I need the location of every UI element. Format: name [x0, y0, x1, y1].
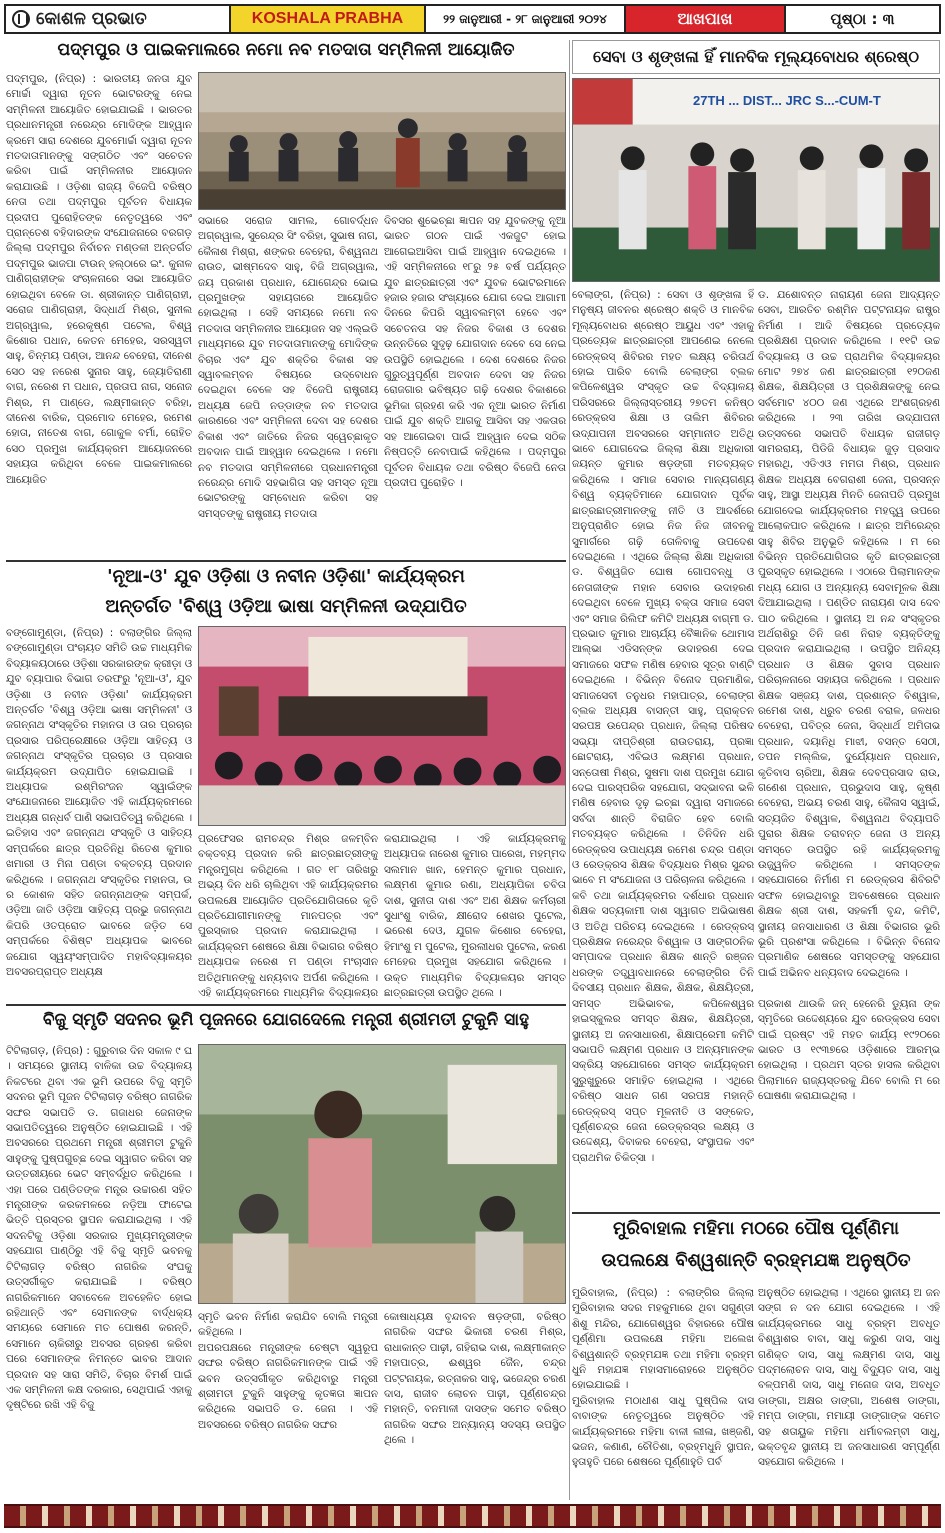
brand-name: KOSHALA PRABHA: [231, 6, 426, 32]
article2-headline: ସେବା ଓ ଶୃଙ୍ଖଳା ହିଁ ମାନବିକ ମୂଲ୍ୟବୋଧର ଶ୍ରେଷ୍ଠ: [572, 40, 940, 74]
article2-column1: ବେଲାଙ୍ଗ, (ନିପ୍ର) : ସେବା ଓ ଶୃଙ୍ଖଳା ହିଁ ମନୁଷ୍ୟ ଜୀବନର ଶ୍ରେଷ୍ଠ ଶକ୍ତି ଓ ମାନବିକ ମୂଲ୍ୟବୋଧର ଶ୍ରେଷ୍ଠ ଆୟୁଧ ଏବଂ ଏହାକୁ ପ୍ରତ୍ୟେକ ଛାତ୍ରଛାତ୍ରୀ ଆପଣେଇ ନେଲେ ରେଡ୍‌କ୍ରସ୍ ଶିବିରର ମହତ ଲକ୍ଷ୍ୟ ଚରିତାର୍ଥ ହୋଇ ପାରିବ ବୋଲି ବେଲାଙ୍ଗ ବ୍ଲକ କପିଳେଶ୍ୱର ସଂସ୍କୃତ ଉଚ୍ଚ ବିଦ୍ୟାଳୟ ପରିସରରେ ଜିଲ୍ଲାସ୍ତରୀୟ ୨୭ତମ କନିଷ୍ଠ ରେଡ୍‌କ୍ରସ ଶିକ୍ଷା ଓ ତାଲିମ ଶିବିରର ଉଦ୍‌ଯାପନୀ ଅବସରରେ ସମ୍ମାନୀତ ଅତିଥି ଭାବେ ଯୋଗଦେଇ ଜିଲ୍ଲା ଶିକ୍ଷା ଅଧିକାରୀ ଜୟନ୍ତ କୁମାର ଷଡ଼ଙ୍ଗୀ ମତବ୍ୟକ୍ତ କରିଥିଲେ । ସମାଜ ସେବାର ମାନ୍ୟଗଣ୍ୟ ବିଶ୍ୱ ବ୍ୟକ୍ତିମାନେ ଯୋଗଦାନ ପୂର୍ବକ ଛାତ୍ରଛାତ୍ରୀମାନଙ୍କୁ ନୀତି ଓ ଆଦର୍ଶରେ ଅନୁପ୍ରାଣିତ ହୋଇ ନିଜ ନିଜ ଜୀବନକୁ ସୁମାର୍ଗରେ ଗଢ଼ି ତୋଳିବାକୁ ଉପଦେଶ ଦେଇଥିଲେ । ଏଥିରେ ଜିଲ୍ଲା ଶିକ୍ଷା ଅଧିକାରୀ ଡ. ବିଶ୍ୱଜିତ ଘୋଷ ଗୋପବନ୍ଧୁ ଓ ନେତାଜୀଙ୍କ ମହାନ ସେବାର ଉଦାହରଣ ଦେଇଥିବା ବେଳେ ମୁଖ୍ୟ ବକ୍ତା ସମାଜ ସେବୀ ଏବଂ ସମାଜ ରିଲିଫ କମିଟି ଅଧ୍ୟକ୍ଷ ବାଗ୍ମୀ ଡ. ପ୍ରଭାତ କୁମାର ଆଚାର୍ଯ୍ୟ ବୈଜ୍ଞାନିକ ଥୋମାସ ଆଲ୍‌ଭା ଏଡିସନ୍‌ଙ୍କ ଉଦାହରଣ ଦେଇ ସମାଜରେ ସଫଳ ମଣିଷ ହେବାର ସୂତ୍ର ବାଣ୍ଟି ଦେଇଥିଲେ । ବିଭିନ୍ନ ବିନୋଦ ପ୍ରମାଣିକ, ସମାଜସେବୀ ତନୁଧର ମହାପାତ୍ର, ବେଲାଙ୍ଗ ବ୍ଲକ ଅଧ୍ୟକ୍ଷ ବାସନ୍ତୀ ସାହୁ, ପ୍ରାକ୍ତନ ସରପଞ୍ଚ ଉପେନ୍ଦ୍ର ପ୍ରଧାନ, ଜିଲ୍ଲା ପରିଷଦ ସଭ୍ୟା ଦୀପ୍ତିଶ୍ରୀ ରାଉତରାୟ, ପ୍ରଜ୍ଞା ଛୋଟରାୟ, ଏବିଇଓ ଲକ୍ଷ୍ମଣ ପ୍ରଧାନ, ସନ୍ତୋଷୀ ମିଶ୍ର, ସୁଷମା ଦାଶ ପ୍ରମୁଖ ଯୋଗ ଦେଇ ପାରସ୍ପରିକ ସହଯୋଗ, ସଦ୍‌ଭାବନା ଭଳି ମଣିଷ ହେବାର ଦୃଢ଼ ଇଚ୍ଛା ଦ୍ୱାରା ସମାଜରେ ସର୍ବଦା ଶାନ୍ତି ବିରାଜିତ ହେବ ବୋଲି ମତବ୍ୟକ୍ତ କରିଥିଲେ । ତିନିଦିନ ଧରି ରେଡ୍‌କ୍ରସ ଉପାଧ୍ୟକ୍ଷ ରମେଶ ଚନ୍ଦ୍ର ପଣ୍ଡା ଓ ରେଡ୍‌କ୍ରସ ଶିକ୍ଷକ ବିଦ୍ୟାଧର ମିଶ୍ର ସୁନ୍ଦର ଭାବେ ମ ସଂଯୋଜନା ଓ ପରିଚାଳନା କରିଥିଲେ । କବି ତଥା କାର୍ଯ୍ୟକ୍ରମର ଦର୍ଶଧାର ପ୍ରଧାନ ଶିକ୍ଷକ ସତ୍ୟକାମୀ ଦାଶ ସ୍ୱାଗତ ଅଭିଭାଷଣ ଓ ଅତିଥି ପରିଚୟ ଦେଇଥିଲେ । ରେଡ୍‌କ୍ରସ୍ ପ୍ରଶିକ୍ଷକ ନରେନ୍ଦ୍ର ବିଶ୍ୱାଳ ଓ ସାଙ୍ଗଠନିକ ସମ୍ପାଦକ ପ୍ରଧାନ ଶିକ୍ଷକ ଶାନ୍ତି ରଞ୍ଜନ ଧରଙ୍କ ତତ୍ତ୍ୱାବଧାନରେ ବେଲାଙ୍ଗିର ତିନି ଦିବସୀୟ ପ୍ରଧାନ ଶିକ୍ଷକ, ଶିକ୍ଷକ, ଶିକ୍ଷୟିତ୍ରୀ, ସମସ୍ତ ଅଭିଭାବକ, କପିଳେଶ୍ୱର ହାଇସ୍କୁଲର ସମସ୍ତ ଶିକ୍ଷକ, ଶିକ୍ଷୟିତ୍ରୀ, ସ୍ଥାନୀୟ ଅ ଜନସାଧାରଣ, ଶିକ୍ଷାପ୍ରେମୀ କମିଟି ସଭାପତି ଲକ୍ଷ୍ମଣ ପ୍ରଧାନ ଓ ଅନ୍ୟମାନଙ୍କ ସକ୍ରିୟ ସହଯୋଗରେ ସମସ୍ତ କାର୍ଯ୍ୟକ୍ରମ ସୁରୁଖୁରୁରେ ସମାହିତ ହୋଇଥିଲା । ଏଥିରେ ବରିଷ୍ଠ ସାଧନ ଗଣ ସରପଞ୍ଚ ମହାନ୍ତି ରେଡ୍‌କ୍ରସ୍ ସପ୍ତ ମୂଳନୀତି ଓ ସଙ୍କେତ, ପୂର୍ଣ୍ଣଚନ୍ଦ୍ର ଜେନା ରେଡ୍‌କ୍ରସ୍‌ର ଲକ୍ଷ୍ୟ ଓ ଉଦ୍ଦେଶ୍ୟ, ଦିବାକର ବେହେରା, ସଂସ୍ଥାପକ ଏବଂ ପ୍ରାଥମିକ ଚିକିତ୍ସା ।: [572, 289, 754, 1164]
article4-photo: [198, 1044, 566, 1304]
column-separator: [569, 40, 570, 1500]
article1-photo: [198, 72, 566, 210]
article3-headline-line1: 'ନୂଆ-ଓ' ଯୁବ ଓଡ଼ିଶା ଓ ନବୀନ ଓଡ଼ିଶା' କାର୍ଯ୍ୟକ୍ରମ: [107, 566, 465, 587]
article5-headline-line2: ଉପଲକ୍ଷେ ବିଶ୍ୱଶାନ୍ତି ବ୍ରହ୍ମଯଜ୍ଞ ଅନୁଷ୍ଠିତ: [601, 1250, 911, 1271]
divider: [572, 1212, 940, 1214]
article1-column3: ଦିବସର ଶୁଭେଚ୍ଛା ଜ୍ଞାପନ ସହ ଯୁବକଙ୍କୁ ନୂଆ ଭାରତ ଗଠନ ପାଇଁ ଏକଜୁଟ ହୋଇ ଆଗେଇଆସିବା ପାଇଁ ଆହ୍ୱାନ ଦେଇଥିଲେ । ଏହି ସମ୍ମିଳନୀରେ ୧୮ରୁ ୨୫ ବର୍ଷ ପର୍ଯ୍ୟନ୍ତ ଯୁବ ଛାତ୍ରଛାତ୍ରୀ ଏବଂ ଯୁବକ ଭୋଟରମାନେ ହଜାର ହଜାର ସଂଖ୍ୟାରେ ଯୋଗ ଦେଇ ଆଗାମୀ ଦିନରେ କିପରି ସ୍ୱାବଲମ୍ବୀ ହେବେ ଏବଂ ସଚେତନତା ସହ ନିଜର ବିକାଶ ଓ ଦେଶର ଉନ୍ନତିରେ ସୁଦୃଢ଼ ଯୋଗଦାନ ଦେବେ ସେ ନେଇ ଉପସ୍ଥିତି ହୋଇଥିଲେ । ଦେଶ ଦେଶରେ ନିଜର ଗୁରୁତ୍ୱପୂର୍ଣ୍ଣ ଅବଦାନ ଦେବା ସହ ନିଜର ରୋଜଗାର ଭବିଷ୍ୟତ ଗଢ଼ି ଦେଶର ବିକାଶରେ ଭୂମିକା ଗ୍ରହଣ କରି ଏକ ନୂଆ ଭାରତ ନିର୍ମାଣ ପାଇଁ ଯୁବ ଶକ୍ତି ଆଗକୁ ଆସିବା ସହ ଏକତାର ସହ ଆଗେଇବା ପାଇଁ ଆହ୍ୱାନ ଦେଇ ସଠିକ ନିଷ୍ପତ୍ତି ନେବାପାଇଁ କହିଥିଲେ । ପଦ୍ମପୁର ପୂର୍ବତନ ବିଧାୟକ ତଥା ବରିଷ୍ଠ ବିଜେପି ନେତା ପ୍ରଦୀପ ପୁରୋହିତ ।: [384, 215, 566, 489]
article3-photo: [198, 626, 566, 826]
page-number: ପୃଷ୍ଠା : ୩: [830, 10, 895, 28]
article4-headline: ବିଜୁ ସ୍ମୃତି ସଦନର ଭୂମି ପୂଜନରେ ଯୋଗଦେଲେ ମନ୍ତ୍ରୀ ଶ୍ରୀମତୀ ଟୁକୁନି ସାହୁ: [42, 1010, 530, 1030]
article5-column2: ଅନୁଷ୍ଠିତ ହୋଇଥିଲା । ଏଥିରେ ସ୍ଥାନୀୟ ଅ ଜନ ସଙ୍ଗ ନ ଦନ ଯୋଗ ଦେଇଥିଲେ । ଏହି କାର୍ଯ୍ୟକ୍ରମରେ ସାଧୁ ବ୍ରହ୍ମ ଅବଧୂତ ବିଶ୍ୱାଶର ବାବା, ସାଧୁ କରୁଣ ଦାସ, ସାଧୁ ଗଣିକ୍ତ ଦାସ, ସାଧୁ ଲକ୍ଷ୍ମଣ ଦାସ, ସାଧୁ ପଦ୍ମଲୋଚନ ଦାସ, ସାଧୁ ବିଦ୍ୟୁତ ଦାସ, ସାଧୁ ବଳ୍ପମଣି ଦାସ, ସାଧୁ ମନୋଜ ଦାସ, ଅବଧୂତ ଡାଙ୍ଗା, ଅକ୍ଷର ଡାଙ୍ଗା, ଅଶେଷ ଡାଙ୍ଗା, ମମ୍ପ ଡାଙ୍ଗା, ମମାୟୀ ଡାଙ୍ଗାଙ୍କ ସମେତ ସହ ଶତାୟୁକ ମହିମା ଧର୍ମାବଲମ୍ବୀ ସାଧୁ, ଭକ୍ତବୃନ୍ଦ ସ୍ଥାନୀୟ ଅ ଜନସାଧାରଣ ସମ୍ପୂର୍ଣ୍ଣ ସହଯୋଗ କରିଥିଲେ ।: [758, 1287, 940, 1469]
article2-photo-banner: 27TH ... DIST... JRC S...-CUM-T: [693, 93, 881, 108]
footer-pattern-band: [4, 1504, 941, 1528]
article3-headline-line2: ଅନ୍ତର୍ଗତ 'ବିଶ୍ୱ ଓଡ଼ିଆ ଭାଷା ସମ୍ମିଳନୀ ଉଦ୍‌ଯାପିତ: [105, 596, 467, 617]
article3-column2: ପ୍ରଫେସର ରାମଚନ୍ଦ୍ର ମିଶ୍ର ଜଳମ୍ବିନ ବକ୍ତବ୍ୟ ପ୍ରଦାନ କରି ଛାତ୍ରଛାତ୍ରୀଙ୍କୁ ମନ୍ତ୍ରମୁଗ୍ଧ କରିଥିଲେ । ଗତ ୧୮ ତାରିଖରୁ ଅଭ୍ୟ ଦିନ ଧରି ଚାଲିଥିବା ଏହି କାର୍ଯ୍ୟକ୍ରମର ଉପଲକ୍ଷେ ଆୟୋଜିତ ପ୍ରତିଯୋଗିତାରେ କୃତି ପ୍ରତିଯୋଗୀମାନଙ୍କୁ ମାନପତ୍ର ଏବଂ ପୁରସ୍କାର ପ୍ରଦାନ କରାଯାଇଥିଲା । କାର୍ଯ୍ୟକ୍ରମ ଶେଷରେ ଶିକ୍ଷା ବିଭାଗର ବରିଷ୍ଠ ଅଧ୍ୟାପକ ନରେଶ ମ ପଣ୍ଡା ମଂଚାସୀନ ଅତିଥିମାନଙ୍କୁ ଧନ୍ୟବାଦ ଅର୍ପଣ କରିଥିଲେ । ଏହି କାର୍ଯ୍ୟକ୍ରମରେ ମାଧ୍ୟମିକ ବିଦ୍ୟାଳୟର: [198, 833, 378, 1000]
article5-column1: ମୁରିବାହାଲ, (ନିପ୍ର) : ବଲାଙ୍ଗିର ଜିଲ୍ଲା ମୁରିବାହାଲ ସଦର ମହକୁମାରେ ଥିବା ସଗୁଣ୍ଡୀ ଶିଶୁ ମନ୍ଦିର, ଯୋଗେଶ୍ୱର ବିହାରରେ ପୌଷ ପୂର୍ଣ୍ଣିମା ଉପଲକ୍ଷେ ମହିମା ଅଲେଖ ବିଶ୍ୱଶାନ୍ତି ବ୍ରହ୍ମଯଜ୍ଞ ତଥା ମହିମା ବ୍ରହ୍ମ ଧୁନି ମହାଯଜ୍ଞ ମହାସମାରୋହରେ ଅନୁଷ୍ଠିତ ହୋଇଯାଇଛି । ମୁରିବାହାଲ ମଠାଧୀଶ ସାଧୁ ପୁଷ୍ପିଲ ଦାସ ବାବାଙ୍କ ନେତୃତ୍ୱରେ ଅନୁଷ୍ଠିତ ଏହି କାର୍ଯ୍ୟକ୍ରମରେ ମହିମା ବାଳୀ ଲୀଳା, ଖଞ୍ଜଣି, ଭଜନ, କଣାଣ, ଚୌତିଶା, ବ୍ରହ୍ମଧୁନି ସ୍ଥାପନ, ହୁତାହୁତି ପରେ ଶେଷରେ ପୂର୍ଣ୍ଣାହୁତି ପର୍ବ: [572, 1287, 754, 1469]
logo-emblem-icon: [12, 10, 30, 28]
article4-column3: କୋଷାଧ୍ୟକ୍ଷ ବୃନ୍ଦାବନ ଷଡ଼ଙ୍ଗୀ, ବରିଷ୍ଠ ନାଗରିକ ସଙ୍ଘର ଭିକାରୀ ଚରଣ ମିଶ୍ର, ରାଧାକାନ୍ତ ପାଢ଼ୀ, ଗହିରାଭ ଦାଶ, ଲକ୍ଷ୍ମୀକାନ୍ତ ମହାପାତ୍ର, ଈଶ୍ୱର ଜୈନ, ଚନ୍ଦ୍ର ପଟ୍ଟନାୟକ, ରତ୍ନାକର ସାହୁ, ଭଜେନ୍ଦ୍ର ଚରଣ ଦାସ, ରାଜୀବ ଲୋଚନ ପାଢ଼ୀ, ପୂର୍ଣ୍ଣଚନ୍ଦ୍ର ମହାନ୍ତି, ବନମାଳୀ ଦାସଙ୍କ ସମେତ ବରିଷ୍ଠ ନାଗରିକ ସଙ୍ଘର ଅନ୍ୟାନ୍ୟ ସଦସ୍ୟ ଉପସ୍ଥିତ ଥିଲେ ।: [384, 1311, 566, 1447]
article3-column1: ବଙ୍ଗୋମୁଣ୍ଡା, (ନିପ୍ର) : ବଲାଙ୍ଗିର ଜିଲ୍ଲା ବଙ୍ଗୋମୁଣ୍ଡା ପଂଚାୟତ ସମିତି ଉଚ୍ଚ ମାଧ୍ୟମିକ ବିଦ୍ୟାଳୟଠାରେ ଓଡ଼ିଶା ସରକାରଙ୍କ କ୍ରୀଡ଼ା ଓ ଯୁବ ବ୍ୟାପାର ବିଭାଗ ତରଫରୁ 'ନୂଆ-ଓ', ଯୁବ ଓଡ଼ିଶା ଓ ନବୀନ ଓଡ଼ିଶା' କାର୍ଯ୍ୟକ୍ରମ ଅନ୍ତର୍ଗତ 'ବିଶ୍ୱ ଓଡ଼ିଆ ଭାଷା ସମ୍ମିଳନୀ' ଓ ଜଗନ୍ନାଥ ସଂସ୍କୃତିର ମହାନତା ଓ ତାର ପ୍ରଚାର ପ୍ରସାର ପରିପ୍ରେକ୍ଷୀରେ ଓଡ଼ିଆ ସାହିତ୍ୟ ଓ ଜଗନ୍ନାଥ ସଂସ୍କୃତିର ପ୍ରଚାର ଓ ପ୍ରସାର କାର୍ଯ୍ୟକ୍ରମ ଉଦ୍‌ଯାପିତ ହୋଇଯାଇଛି । ଅଧ୍ୟାପକ ରଶ୍ମିରଂଜନ ସ୍ୱାଇଁଙ୍କ ସଂଯୋଜନାରେ ଆୟୋଜିତ ଏହି କାର୍ଯ୍ୟକ୍ରମରେ ଅଧ୍ୟକ୍ଷ ଗନ୍ଧର୍ବ ପାଣି ସଭାପତିତ୍ୱ କରିଥିଲେ । ଇତିହାସ ଏବଂ ଜଗନ୍ନାଥ ସଂସ୍କୃତି ଓ ସାହିତ୍ୟ ସମ୍ପର୍କରେ ଛାତ୍ର ପ୍ରତିନିଧି ରିତେଶ କୁମାର ଖମାରୀ ଓ ମିନା ପଣ୍ଡା ବକ୍ତବ୍ୟ ପ୍ରଦାନ କରିଥିଲେ । ଜଗନ୍ନାଥ ସଂସ୍କୃତିର ମହାନତା, ଉ ର କୋଶଳ ସହିତ ଜଗନ୍ନାଥଙ୍କ ସମ୍ପର୍କ, ଓଡ଼ିଆ ଜାତି ଓଡ଼ିଆ ସାହିତ୍ୟ ପ୍ରଭୁ ଜଗନ୍ନାଥ କିପରି ଓତପ୍ରୋତ ଭାବରେ ଜଡ଼ିତ ସେ ସମ୍ପର୍କରେ ବିଶିଷ୍ଟ ଅଧ୍ୟାପକ ଭାବରେ ଜଯୋଗ ସ୍ୱୟଂସମ୍ପାଦିତ ମହାବିଦ୍ୟାଳୟର ଅବସରପ୍ରାପ୍ତ ଅଧ୍ୟକ୍ଷ: [6, 627, 192, 978]
article1-column1: ପଦ୍ମପୁର, (ନିପ୍ର) : ଭାରତୀୟ ଜନତା ଯୁବ ମୋର୍ଚ୍ଚା ଦ୍ୱାରା ନୂତନ ଭୋଟରଙ୍କୁ ନେଇ ସମ୍ମିଳନୀ ଆୟୋଜିତ ହୋଇଯାଇଛି । ଭାରତର ପ୍ରଧାନମନ୍ତ୍ରୀ ନରେନ୍ଦ୍ର ମୋଦିଙ୍କ ଆହ୍ୱାନ କ୍ରମେ ସାରା ଦେଶରେ ଯୁବମୋର୍ଚ୍ଚା ଦ୍ୱାରା ନୂତନ ମତଦାତାମାନଙ୍କୁ ସଙ୍ଗଠିତ ଏବଂ ସଚେତନ କରିବା ପାଇଁ ସମ୍ମିଳନୀର ଆୟୋଜନ କରାଯାଉଛି । ଓଡ଼ିଶା ରାଜ୍ୟ ବିଜେପି ବରିଷ୍ଠ ନେତା ତଥା ପଦ୍ମପୁର ପୂର୍ବତନ ବିଧାୟକ ପ୍ରଦୀପ ପୁରୋହିତଙ୍କ ନେତୃତ୍ୱରେ ଏବଂ ପ୍ରାନ୍ତେଶ ବହିଦାରଙ୍କ ସଂଯୋଜନାରେ ବରଗଡ଼ ଜିଲ୍ଲା ପଦ୍ମପୁର ନିର୍ବାଚନ ମଣ୍ଡଳୀ ଅନ୍ତର୍ଗତ ପଦ୍ମପୁର ଭାଜପା ଟାଉନ୍ ହଲ୍‌ଠାରେ ଇଂ. କୁନାଳ ପାଣିଗ୍ରାହୀଙ୍କ ସଂଚାଳନାରେ ସଭା ଆୟୋଜିତ ହୋଇଥିବା ବେଳେ ଡା. ଶ୍ରୀକାନ୍ତ ପାଣିଗ୍ରାହୀ, ସରୋଜ ପାଣିଗ୍ରାହୀ, ସିଦ୍ଧାର୍ଥ ମିଶ୍ର, ସୁନୀଲ ଅଗ୍ରୱାଲ, ହରେକୃଷ୍ଣ ପଟେଲ, ବିଶ୍ୱ କିଶୋର ପଧାନ, କେତନ ମେହେର, ସରସ୍ୱତୀ ସାହୁ, ଚିନ୍ମୟ ପଣ୍ଡା, ଆନନ୍ଦ ବେହେରା, ଦୀନେଶ ସେଠ ସହ ନରେଶ ସୁନାର ସାହୁ, ଜ୍ୟୋତିରାଣୀ ବାଗ, ନରେଶ ମ ପଧାନ, ପ୍ରତାପ ନାଗ, ସନୋଜ ମିଶ୍ର, ମ ପାଣ୍ଡେ, ଲକ୍ଷ୍ମୀକାନ୍ତ ବରିହା, ଦୀନେଶ ବାରିକ, ପ୍ରମୋଦ ମେହେର, ରମେଶ ହୋତା, ନୀତେଶ ବାଗ, ଗୋକୁଳ ବର୍ମା, ରୋହିତ ସେଠ ପ୍ରମୁଖ କାର୍ଯ୍ୟକ୍ରମ ଆୟୋଜନରେ ସହାୟତା କରିଥିବା ବେଳେ ପାଇକମାଲରେ ଆୟୋଜିତ: [6, 73, 192, 486]
article4-column1: ଟିଟିଲାଗଡ଼, (ନିପ୍ର) : ଗୁରୁବାର ଦିନ ସକାଳ ୯ ଘ । ସମୟରେ ସ୍ଥାନୀୟ ବାଳିକା ଉଚ୍ଚ ବିଦ୍ୟାଳୟ ନିକଟରେ ଥିବା ଏକ ଭୂମି ଉପରେ ବିଜୁ ସ୍ମୃତି ସଦନର ଭୂମି ପୂଜନ ଟିଟିଲାଗଡ଼ ବରିଷ୍ଠ ନାଗରିକ ସଙ୍ଘର ସଭାପତି ଡ. ଗଜାଧର ଜେନାଙ୍କ ସଭାପତିତ୍ୱରେ ଅନୁଷ୍ଠିତ ହୋଇଯାଇଛି । ଏହି ଅବସରରେ ପ୍ରଥମେ ମନ୍ତ୍ରୀ ଶ୍ରୀମତୀ ଟୁକୁନି ସାହୁଙ୍କୁ ପୁଷ୍ପଗୁଚ୍ଛ ଦେଇ ସ୍ୱାଗତ କରିବା ସହ ଉତ୍ତରୀୟରେ ଭେଟ ସମ୍ବର୍ଦ୍ଧିତ କରିଥିଲେ । ଏହା ପରେ ପଣ୍ଡିତଙ୍କ ମନ୍ତ୍ର ଉଚ୍ଚାରଣ ସହିତ ମନ୍ତ୍ରୀଙ୍କ କରକମଳରେ ନଡ଼ିଆ ଫାଟେଇ ଭିତ୍ତି ପ୍ରସ୍ତର ସ୍ଥାପନ କରାଯାଇଥିଲା । ଏହି ସଦନଟିକୁ ଓଡ଼ିଶା ସରକାର ମୁଖ୍ୟମନ୍ତ୍ରୀଙ୍କ ସହଯୋଗ ପାଣ୍ଠିରୁ ଏହି ବିଜୁ ସ୍ମୃତି ଭବନକୁ ଟିଟିଲାଗଡ଼ ବରିଷ୍ଠ ନାଗରିକ ସଂଘକୁ ଉତ୍ସର୍ଗୀକୃତ କରାଯାଇଛି । ବରିଷ୍ଠ ନାଗରିକମାନେ ସବାବେଳେ ଅବହେଳିତ ହୋଇ ରହିଥାନ୍ତି ଏବଂ ସେମାନଙ୍କ ବାର୍ଦ୍ଧକ୍ୟ ସମୟରେ ସେମାନେ ମତ ପୋଷଣ କରନ୍ତି, ସେମାନେ ଚାକିରୀରୁ ଅବସର ଗ୍ରହଣ କରିବା ପରେ ସେମାନଙ୍କ ନିମନ୍ତେ ଭାବର ଆଦାନ ପ୍ରଦାନ ସହ ସାରା ସମିତି, ବିଚାର ବିମର୍ଶ ପାଇଁ ଏକ ସମ୍ମିଳନୀ କକ୍ଷ ଦରକାର, ସେଥିପାଇଁ ଏହାକୁ ଦୃଷ୍ଟିରେ ରଖି ଏହି ବିଜୁ: [6, 1045, 192, 1412]
article1-headline: ପଦ୍ମପୁର ଓ ପାଇକମାଲରେ ନମୋ ନବ ମତଦାତା ସମ୍ମିଳନୀ ଆୟୋଜିତ: [57, 40, 515, 60]
article5-headline-line1: ମୁରିବାହାଲ ମହିମା ମଠରେ ପୌଷ ପୂର୍ଣ୍ଣିମା: [612, 1218, 900, 1239]
article3-column3: କରାଯାଇଥିଲା । ଏହି କାର୍ଯ୍ୟକ୍ରମକୁ ଅଧ୍ୟାପକ ନାରେଶ କୁମାର ପାରେଖ, ମହମ୍ମଦ ସଲମାନ ଖାନ, ହେମନ୍ତ କୁମାର ପ୍ରଧାନ, ଲକ୍ଷ୍ମଣ କୁମାର ରଣା, ଅଧ୍ୟାପିକା ଚବିତା ଦାଶ, ସୁନୀତା ଦାଶ ଏବଂ ଅଣ ଶିକ୍ଷକ କର୍ମଚାରୀ ସୁଧାଂଶୁ ବାରିକ, କ୍ଷୀରୋଦ ଶେଖର ପୁଟେଲ, ଭରେଶ ଦେଓ, ଯୁଗଳ କିଶୋର ବେହେରା, ହିମାଂଶୁ ମ ପୁଟେଲ, ମୁରଲୀଧର ପୁଟେଲ, କରଣ ମେହେର ପ୍ରମୁଖ ସହଯୋଗ କରିଥିଲେ । ଉକ୍ତ ମାଧ୍ୟମିକ ବିଦ୍ୟାଳୟର ସମସ୍ତ ଛାତ୍ରଛାତ୍ରୀ ଉପସ୍ଥିତ ଥିଲେ ।: [384, 833, 566, 1000]
divider: [6, 1004, 566, 1006]
logo-text: କୋଶଳ ପ୍ରଭାତ: [36, 9, 147, 29]
article1-column2: ସଭାରେ ସରୋଜ ସାମଲ, ଗୋବର୍ଦ୍ଧନ ଅଗ୍ରୱାଲ, ସୁରେନ୍ଦ୍ର ସିଂ ବରିହା, ସୁଭାଷ ନାଗ, କୈଳାଶ ମିଶ୍ରା, ଶଙ୍କର ବେହେରା, ବିଶ୍ୱନାଥ ରାଉତ, ଭୀଷ୍ମଦେବ ସାହୁ, ବିଜି ଅଗ୍ରୱାଲ, ଜୟ ପ୍ରକାଶ ପ୍ରଧାନ, ଯୋଗେନ୍ଦ୍ର ଭୋଇ ପ୍ରମୁଖଙ୍କ ସହାୟତାରେ ଆୟୋଜିତ ହୋଇଥିଲା । ସେହି ସମୟରେ ନମୋ ନବ ମତଦାତା ସମ୍ମିଳନୀର ଆୟୋଜନ ସହ ଏଲ୍‌ଇଡି ମାଧ୍ୟମରେ ଯୁବ ମତଦାତାମାନଙ୍କୁ ମୋଦିଙ୍କ ବିଚାର ଏବଂ ଯୁବ ଶକ୍ତିର ବିକାଶ ସହ ସ୍ୱାବଲମ୍ବନ ବିଷୟରେ ଉଦ୍‌ବୋଧନ ଦେଇଥିବା ବେଳେ ସହ ବିଜେପି ରାଷ୍ଟ୍ରୀୟ ଅଧ୍ୟକ୍ଷ ଜେପି ନଡ୍ଡାଙ୍କ ନବ ମତଦାତା କାରଣରେ ଏବଂ ସମ୍ମିଳନୀ ଦେବା ସହ ଦେଶର ବିକାଶ ଏବଂ ଜାତିରେ ନିଜର ସ୍ୱେଚ୍ଛାକୃତ ଅବଦାନ ପାଇଁ ଆହ୍ୱାନ ଦେଇଥିଲେ । ନମୋ ନବ ମତଦାତା ସମ୍ମିଳନୀରେ ପ୍ରଧାନମନ୍ତ୍ରୀ ନରେନ୍ଦ୍ର ମୋଦି ସହଭାଗିତା ସହ ସମସ୍ତ ନୂଆ ଭୋଟରଙ୍କୁ ସମ୍ବୋଧନ କରିବା ସହ ସମସ୍ତଙ୍କୁ ରାଷ୍ଟ୍ରୀୟ ମତଦାତା: [198, 215, 378, 520]
article4-column2: ସ୍ମୃତି ଭବନ ନିର୍ମାଣ କରାଯିବ ବୋଲି ମନ୍ତ୍ରୀ କହିଥିଲେ । ଅପରପକ୍ଷରେ ମନ୍ତ୍ରୀଙ୍କ ଚେଷ୍ଟା ସ୍ୱରୂପ ସଙ୍ଘର ବରିଷ୍ଠ ନାଗରିକମାନଙ୍କ ପାଇଁ ଏହି ଭବନ ଉତ୍ସର୍ଗୀକୃତ କରିଥିବାରୁ ମନ୍ତ୍ରୀ ଶ୍ରୀମତୀ ଟୁକୁନି ସାହୁଙ୍କୁ କୃତଜ୍ଞତା ଜ୍ଞାପନ କରିଥିଲେ ସଭାପତି ଡ. ଜେନା । ଏହି ଅବସରରେ ବରିଷ୍ଠ ନାଗରିକ ସଙ୍ଘର: [198, 1311, 378, 1431]
issue-date: ୨୨ ଜାନୁଆରୀ - ୨୮ ଜାନୁଆରୀ ୨୦୨୪: [426, 6, 626, 32]
divider: [6, 560, 566, 562]
section-name: ଆଖପାଖ: [626, 6, 786, 32]
newspaper-logo: [6, 6, 231, 32]
article2-photo: [572, 78, 940, 282]
masthead: [4, 4, 941, 34]
article2-column2: ଡ. ଯଶୋବନ୍ତ ନାରାୟଣ ଜେନା ଆଦ୍ୟନ୍ତ ସେବା, ଆରତିଚ ରଶ୍ମିନ ପଟ୍ଟନାୟକ ରାଷ୍ଟ୍ର ନିର୍ମାଣ । ଆଦି ବିଷୟରେ ପ୍ରତ୍ୟେକ ପ୍ରଶିକ୍ଷଣ ପ୍ରଦାନ କରିଥିଲେ । ୧୧ଟି ଉଚ୍ଚ ବିଦ୍ୟାଳୟ ଓ ଉଚ୍ଚ ପ୍ରାଥମିକ ବିଦ୍ୟାଳୟର ମୋଟ ୨୭୪ ଜଣ ଛାତ୍ରଛାତ୍ରୀ ୧୨୦ଜଣ ଶିକ୍ଷକ, ଶିକ୍ଷୟିତ୍ରୀ ଓ ପ୍ରଶିକ୍ଷକଙ୍କୁ ନେଇ ସର୍ବମୋଟ ୪୦୦ ଜଣ ଏଥିରେ ଅଂଶଗ୍ରହଣ କରିଥିଲେ । ୨୩ ତାରିଖ ଉଦ୍‌ଯାପନୀ ଉତ୍ସବରେ ସଭାପତି ବିଧାୟକ ରାଜୀଗଡ଼ ସାମରରାୟ, ପିଡିଜି ବିଧାୟକ ଜୁଡ଼ ପ୍ରସାଦ ମହାରଥି, ଏଡିଏଓ ମମତା ମିଶ୍ର, ପ୍ରଧାନ ଶିକ୍ଷକ ଅଧ୍ୟକ୍ଷ ବେଗରାଶୀ ଜେନା, ପ୍ରସନ୍ନ ସାହୁ, ଆସ୍ଥା ଅଧ୍ୟକ୍ଷ ମିନତି ଜେନାପତି ପ୍ରମୁଖ ଯୋଗଦେଇ କାର୍ଯ୍ୟକ୍ରମର ମହତ୍ତ୍ୱ ଉପରେ ଆଲୋକପାତ କରିଥିଲେ । ଛାତ୍ର ଅମିରେନ୍ଦ୍ର ସାହୁ ଶିବିର ଅନୁଭୂତି କହିଥିଲେ । ମ ରେ ବିଭିନ୍ନ ପ୍ରତିଯୋଗିତାର କୃତି ଛାତ୍ରଛାତ୍ରୀ ପୁରସ୍କୃତ ହୋଇଥିଲେ । ଏଠାରେ ପିଲାମାନଙ୍କ ମଧ୍ୟ ଯୋଗ ଓ ଅନ୍ୟାନ୍ୟ ସେବାମୂଳକ ଶିକ୍ଷା ଦିଆଯାଇଥିଲା । ପଣ୍ଡିତ ନାରାୟଣ ଦାସ ଦେବ ପାଠ କରିଥିଲେ । ସ୍ଥାନୀୟ ଅ ନନ୍ଦ ସଂସ୍କୃତର ଅର୍ଥରାଶିରୁ ତିନି ଜଣ ନିରାହ ବ୍ୟକ୍ତିଙ୍କୁ ପ୍ରଦାନ କରାଯାଇଥିଲା । ଉପସ୍ଥିତ ଅନିନ୍ଦ୍ୟ ପ୍ରଧାନ ଓ ଶିକ୍ଷକ ସୁବାସ ପ୍ରଧାନ ପରିଚାଳନାରେ ସହାୟତା କରିଥିଲେ । ପ୍ରଧାନ ଶିକ୍ଷକ ସଞ୍ଜୟ ଦାଶ, ପ୍ରଶାନ୍ତ ବିଶ୍ୱାଳ, ରମେଶ ଦାଶ, ଧ୍ରୁବ ଚରଣ ବରାଳ, ଜଳଧର ବେହେରା, ପବିତ୍ର ଜେନା, ସିଦ୍ଧାର୍ଥ ଅମିତାଭ ପ୍ରଧାନ, ଦୟାନିଧି ମାଝୀ, ବସନ୍ତ ସେଠୀ, ତପନ ମଲ୍ଲିକ, ଦୁର୍ଯ୍ୟୋଧନ ପ୍ରଧାନ, କୃତିବାସ ଚାରିଆ, ଶିକ୍ଷକ ଦେବପ୍ରସାଦ ରାଉ, ଗଣେଶ ପ୍ରଧାନ, ପ୍ରଭୁଦାସ ସାହୁ, କୃଷ୍ଣ ବେହେରା, ଅଭୟ ଚରଣ ସାହୁ, କୈଳାସ ସ୍ୱାଇଁ, ସତ୍ୟଜିତ ବିଶ୍ୱାଳ, ବିଶ୍ୱନାଥ ବିଦ୍ୟାପତି ପୁରାର ଶିକ୍ଷକ ତରାବନ୍ତ ଜେନା ଓ ଅନ୍ୟ ସମସ୍ତେ ଉପସ୍ଥିତ ରହି କାର୍ଯ୍ୟକ୍ରମକୁ ଉଜ୍ଜ୍ୱଳିତ କରିଥିଲେ । ସମସ୍ତଙ୍କ ସହଯୋଗରେ ନିର୍ମାଣ ମ ରେଡ୍‌କ୍ରସ ଶିବିରଟି ସଫଳ ହୋଇଥିବାରୁ ଅବଶେଷରେ ପ୍ରଧାନ ଶିକ୍ଷକ ଶ୍ରୀ ଦାଶ, ସହକର୍ମୀ ବୃନ୍ଦ, କମିଟି, ସ୍ଥାନୀୟ ଜନସାଧାରଣ ଓ ଶିକ୍ଷା ବିଭାଗର ଭୂରି ଭୂରି ପ୍ରଶଂସା କରିଥିଲେ । ବିଭିନ୍ନ ବିନୋଦ ପ୍ରମାଣିକ ଶେଷରେ ସମସ୍ତଙ୍କୁ ସହଯୋଗ ପାଇଁ ଅଭିନବ ଧନ୍ୟବାଦ ଦେଇଥିଲେ । ପ୍ରକାଶ ଥାଉକି ଜନ୍ ହେନେରି ଡ୍ୟୁନା ଙ୍କ ସ୍ମୃତିରେ ଉଦ୍ଦେଶ୍ୟରେ ଯୁବ ରେଡ୍‌କ୍ରସ ସେବା ପାଇଁ ପ୍ରଷ୍ଟ ଏହି ମହତ କାର୍ଯ୍ୟ ୧୯୨୦ରେ ଭାରତ ଓ ୧୯୩୭ରେ ଓଡ଼ିଶାରେ ଆରମ୍ଭ ହୋଇଥିଲା । ପ୍ରଥମ ସ୍ତର ହାସଲ କରିଥିବା ପିଲାମାନେ ରାଜ୍ୟସ୍ତରକୁ ଯିବେ ବୋଲି ମ ରେ ଘୋଷଣା କରାଯାଇଥିଲା ।: [758, 289, 940, 1103]
